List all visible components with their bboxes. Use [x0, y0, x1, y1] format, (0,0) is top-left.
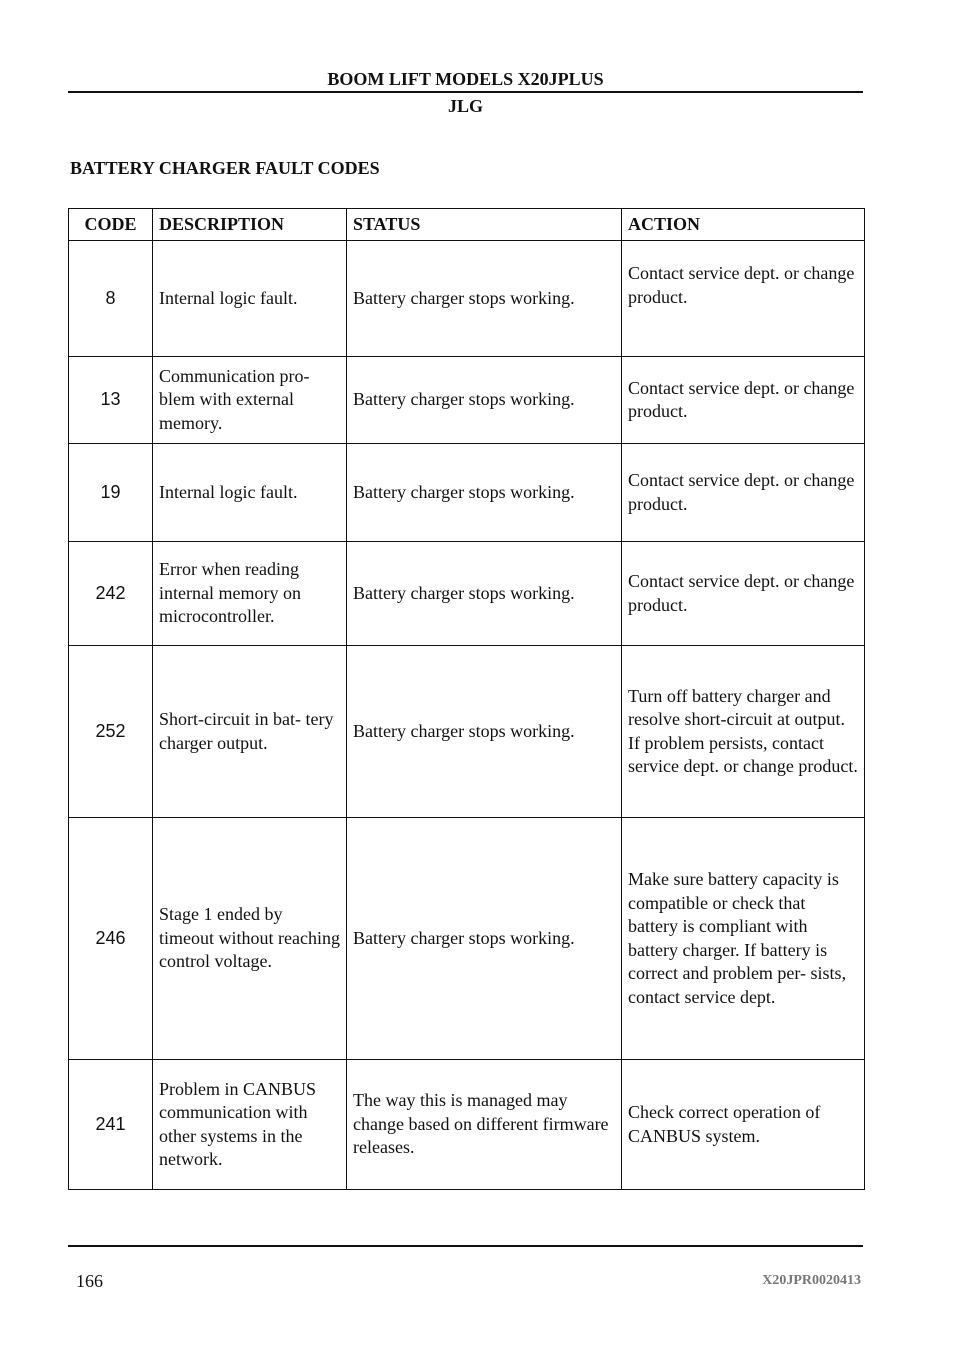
fault-status: Battery charger stops working.	[347, 818, 622, 1060]
fault-action: Contact service dept. or change product.	[622, 542, 865, 646]
fault-description: Error when reading internal memory on microcontroller.	[153, 542, 347, 646]
fault-action: Make sure battery capacity is compatible or check that battery is compliant with battery charger. If battery is correct and problem per- sists, contact service dept.	[622, 818, 865, 1060]
fault-codes-table	[68, 208, 865, 1190]
fault-description: Short-circuit in bat- tery charger output.	[153, 646, 347, 818]
table-row	[69, 357, 865, 444]
header-divider	[68, 91, 863, 93]
fault-action: Check correct operation of CANBUS system.	[622, 1060, 865, 1190]
fault-description: Problem in CANBUS communication with other systems in the network.	[153, 1060, 347, 1190]
column-header-status: STATUS	[347, 209, 622, 241]
fault-description: Internal logic fault.	[153, 444, 347, 542]
fault-action: Contact service dept. or change product.	[622, 357, 865, 444]
header-title: BOOM LIFT MODELS X20JPLUS	[327, 69, 604, 89]
fault-description: Internal logic fault.	[153, 241, 347, 357]
fault-code: 241	[69, 1060, 153, 1190]
document-code: X20JPR0020413	[762, 1273, 861, 1288]
fault-status: Battery charger stops working.	[347, 646, 622, 818]
fault-description: Communication pro- blem with external memory.	[153, 357, 347, 444]
page-number: 166	[76, 1271, 103, 1291]
fault-code: 19	[69, 444, 153, 542]
fault-status: Battery charger stops working.	[347, 444, 622, 542]
fault-action: Contact service dept. or change product.	[622, 241, 865, 357]
table-row	[69, 542, 865, 646]
footer-divider	[68, 1245, 863, 1247]
table-row	[69, 1060, 865, 1190]
column-header-code: CODE	[69, 209, 153, 241]
table-row	[69, 444, 865, 542]
fault-code: 8	[69, 241, 153, 357]
column-header-description: DESCRIPTION	[153, 209, 347, 241]
fault-status: The way this is managed may change based on different firmware releases.	[347, 1060, 622, 1190]
fault-status: Battery charger stops working.	[347, 241, 622, 357]
table-row	[69, 241, 865, 357]
section-title: BATTERY CHARGER FAULT CODES	[70, 158, 380, 178]
fault-status: Battery charger stops working.	[347, 357, 622, 444]
header-brand: JLG	[447, 96, 483, 116]
fault-status: Battery charger stops working.	[347, 542, 622, 646]
fault-action: Turn off battery charger and resolve short-circuit at output. If problem persists, contact service dept. or change product.	[622, 646, 865, 818]
fault-code: 13	[69, 357, 153, 444]
fault-description: Stage 1 ended by timeout without reaching control voltage.	[153, 818, 347, 1060]
fault-code: 252	[69, 646, 153, 818]
column-header-action: ACTION	[622, 209, 865, 241]
fault-code: 246	[69, 818, 153, 1060]
fault-code: 242	[69, 542, 153, 646]
table-row	[69, 818, 865, 1060]
table-header-row	[69, 209, 865, 241]
table-row	[69, 646, 865, 818]
fault-action: Contact service dept. or change product.	[622, 444, 865, 542]
